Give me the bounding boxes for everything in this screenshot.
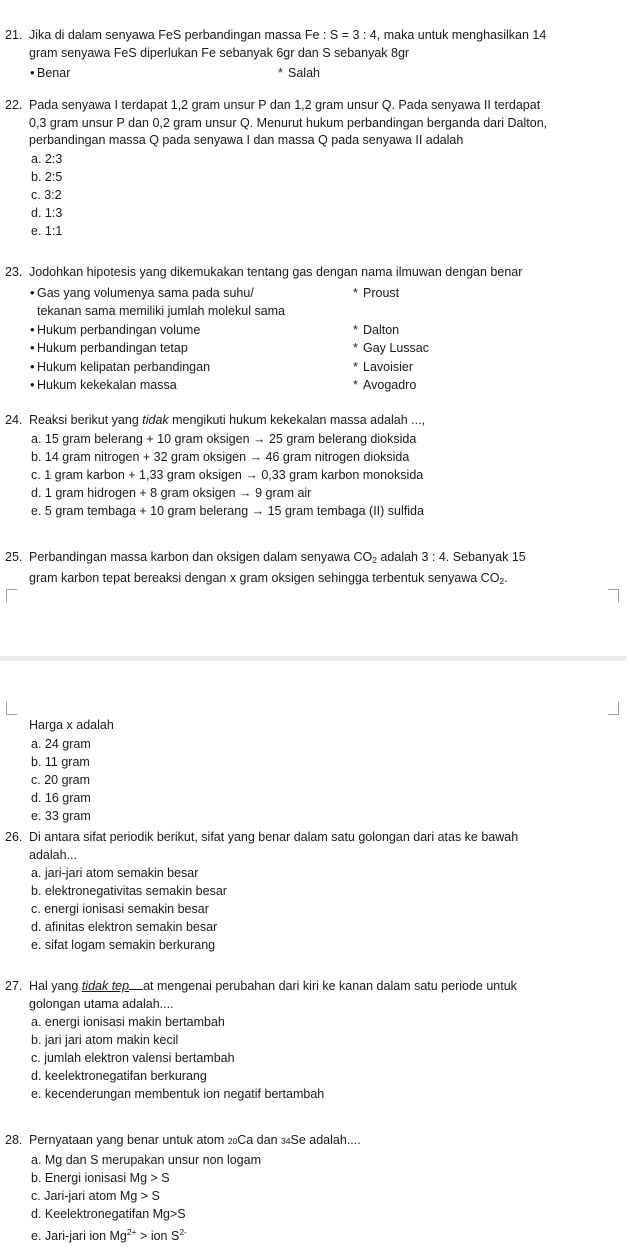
- question-25: [5, 549, 621, 590]
- option-b[interactable]: b. 2:5: [31, 169, 63, 184]
- element-se: Se: [290, 1133, 306, 1147]
- question-28: [5, 1132, 621, 1245]
- question-27: [5, 978, 621, 1103]
- question-text-pre: Pernyataan yang benar untuk atom: [29, 1133, 228, 1147]
- statement-option-benar[interactable]: • Benar: [5, 64, 278, 83]
- question-number: 25.: [5, 550, 23, 564]
- match-left-3[interactable]: • Hukum perbandingan tetap: [5, 339, 278, 358]
- question-text: Jika di dalam senyawa FeS perbandingan massa Fe : S = 3 : 4, maka untuk menghasilkan 14: [29, 28, 547, 42]
- question-text-cont: golongan utama adalah....: [29, 996, 174, 1011]
- option-b[interactable]: b. Energi ionisasi Mg > S: [31, 1170, 170, 1185]
- match-right-3[interactable]: * Gay Lussac: [353, 341, 430, 355]
- option-e-text: e. Jari-jari ion Mg: [31, 1228, 127, 1243]
- question-26: [5, 829, 621, 954]
- match-right-1[interactable]: * Proust: [353, 285, 400, 300]
- question-21: [5, 27, 621, 83]
- option-e[interactable]: e. 5 gram tembaga + 10 gram belerang → 15 gram tembaga (II) sulfida: [31, 503, 424, 518]
- match-left-5[interactable]: • Hukum kekekalan massa: [5, 376, 278, 395]
- subscript: 2: [499, 575, 505, 586]
- option-c[interactable]: c. Jari-jari atom Mg > S: [31, 1188, 160, 1203]
- question-number: 28.: [5, 1133, 23, 1147]
- question-number: 24.: [5, 413, 23, 427]
- question-text-pre: Hal yang: [29, 979, 82, 993]
- option-e[interactable]: [5, 1223, 621, 1245]
- match-left-1-cont: tekanan sama memiliki jumlah molekul sama: [37, 304, 286, 318]
- question-text-and: dan: [253, 1133, 282, 1147]
- match-left-2[interactable]: • Hukum perbandingan volume: [5, 321, 278, 340]
- option-e[interactable]: e. sifat logam semakin berkurang: [31, 938, 216, 952]
- option-a[interactable]: a. jari-jari atom semakin besar: [31, 866, 199, 880]
- match-right-label: Avogadro: [363, 378, 417, 392]
- match-right-2[interactable]: * Dalton: [353, 322, 400, 337]
- option-a[interactable]: a. 15 gram belerang + 10 gram oksigen → 25 gram belerang dioksida: [31, 431, 417, 446]
- question-text-emphasis: tidak: [142, 413, 169, 427]
- page-divider: [0, 656, 627, 661]
- option-b[interactable]: b. jari jari atom makin kecil: [31, 1033, 179, 1047]
- option-d[interactable]: d. 1 gram hidrogen + 8 gram oksigen → 9 gram air: [31, 485, 312, 500]
- question-25-options: [5, 717, 621, 825]
- question-number: 21.: [5, 28, 23, 42]
- question-prompt: Harga x adalah: [29, 718, 114, 732]
- question-text: Jodohkan hipotesis yang dikemukakan tentang gas dengan nama ilmuwan dengan benar: [29, 265, 523, 279]
- question-text-cont: 0,3 gram unsur P dan 0,2 gram unsur Q. Menurut hukum perbandingan berganda dari Dalton,: [29, 115, 548, 130]
- match-left-1[interactable]: • Gas yang volumenya sama pada suhu/: [5, 284, 278, 303]
- crop-corner-top-left: [6, 589, 17, 602]
- question-text: Pada senyawa I terdapat 1,2 gram unsur P dan 1,2 gram unsur Q. Pada senyawa II terdapat: [29, 98, 541, 112]
- match-right-label: Lavoisier: [363, 359, 414, 374]
- crop-corner-bottom-right: [608, 702, 619, 715]
- crop-corner-bottom-left: [6, 702, 17, 715]
- match-right-4[interactable]: * Lavoisier: [353, 359, 414, 374]
- question-text-cont: gram karbon tepat bereaksi dengan x gram oksigen sehingga terbentuk senyawa CO: [29, 570, 500, 585]
- option-c[interactable]: c. 3:2: [31, 187, 62, 202]
- option-c[interactable]: c. 1 gram karbon + 1,33 gram oksigen → 0,33 gram karbon monoksida: [31, 467, 424, 482]
- option-e-text: > ion S: [136, 1228, 180, 1243]
- question-text-emphasis: tidak tep: [81, 979, 130, 993]
- option-e[interactable]: e. 1:1: [31, 223, 63, 238]
- option-d[interactable]: d. 16 gram: [31, 790, 91, 805]
- option-c[interactable]: c. energi ionisasi semakin besar: [31, 902, 209, 916]
- option-d[interactable]: d. 1:3: [31, 205, 63, 220]
- question-text-cont: gram senyawa FeS diperlukan Fe sebanyak 6gr dan S sebanyak 8gr: [29, 45, 410, 60]
- question-text-cont: adalah...: [29, 847, 77, 862]
- option-a[interactable]: a. energi ionisasi makin bertambah: [31, 1015, 225, 1029]
- option-d[interactable]: d. afinitas elektron semakin besar: [31, 920, 218, 934]
- question-text: at mengenai perubahan dari kiri ke kanan dalam satu periode untuk: [143, 979, 517, 993]
- statement-option-salah[interactable]: * Salah: [278, 66, 320, 80]
- question-22: [5, 97, 621, 240]
- match-right-5[interactable]: * Avogadro: [353, 378, 417, 392]
- option-b[interactable]: b. 14 gram nitrogen + 32 gram oksigen → 46 gram nitrogen dioksida: [31, 449, 410, 464]
- option-b[interactable]: b. elektronegativitas semakin besar: [31, 884, 227, 898]
- option-c[interactable]: c. 20 gram: [31, 772, 91, 787]
- option-label: Salah: [288, 66, 320, 80]
- question-number: 23.: [5, 265, 23, 279]
- option-a[interactable]: a. Mg dan S merupakan unsur non logam: [31, 1152, 261, 1167]
- option-e[interactable]: e. kecenderungan membentuk ion negatif bertambah: [31, 1087, 325, 1101]
- question-number: 26.: [5, 830, 23, 844]
- option-d[interactable]: d. keelektronegatifan berkurang: [31, 1069, 207, 1083]
- underline-blank: [129, 979, 143, 990]
- question-text-pre: Reaksi berikut yang: [29, 413, 143, 427]
- superscript-charge: 2+: [126, 1226, 137, 1237]
- question-23: [5, 264, 621, 395]
- question-text-post: adalah....: [305, 1133, 361, 1147]
- question-number: 27.: [5, 979, 23, 993]
- atomic-number-ca: 20: [227, 1136, 238, 1146]
- element-ca: Ca: [237, 1133, 254, 1147]
- question-text: Di antara sifat periodik berikut, sifat yang benar dalam satu golongan dari atas ke bawah: [29, 830, 519, 844]
- option-a[interactable]: a. 24 gram: [31, 736, 91, 751]
- match-right-label: Gay Lussac: [363, 341, 430, 355]
- subscript: 2: [372, 555, 377, 565]
- question-text-cont: perbandingan massa Q pada senyawa I dan massa Q pada senyawa II adalah: [29, 133, 464, 147]
- atomic-number-se: 34: [281, 1136, 291, 1146]
- option-c[interactable]: c. jumlah elektron valensi bertambah: [31, 1051, 235, 1065]
- question-text: Perbandingan massa karbon dan oksigen dalam senyawa CO: [29, 550, 373, 564]
- crop-corner-top-right: [608, 589, 619, 602]
- match-right-label: Dalton: [363, 322, 400, 337]
- option-e[interactable]: e. 33 gram: [31, 808, 91, 823]
- question-number: 22.: [5, 98, 23, 112]
- option-b[interactable]: b. 11 gram: [31, 754, 90, 769]
- match-right-label: Proust: [363, 285, 400, 300]
- match-left-4[interactable]: • Hukum kelipatan perbandingan: [5, 358, 278, 377]
- question-text: adalah 3 : 4. Sebanyak 15: [377, 550, 526, 564]
- question-text-post: mengikuti hukum kekekalan massa adalah ...,: [168, 413, 426, 427]
- option-d[interactable]: d. Keelektronegatifan Mg>S: [31, 1206, 186, 1221]
- question-text-cont: .: [504, 570, 508, 585]
- question-24: [5, 412, 621, 520]
- option-a[interactable]: a. 2:3: [31, 151, 63, 166]
- superscript-charge: 2-: [179, 1226, 187, 1237]
